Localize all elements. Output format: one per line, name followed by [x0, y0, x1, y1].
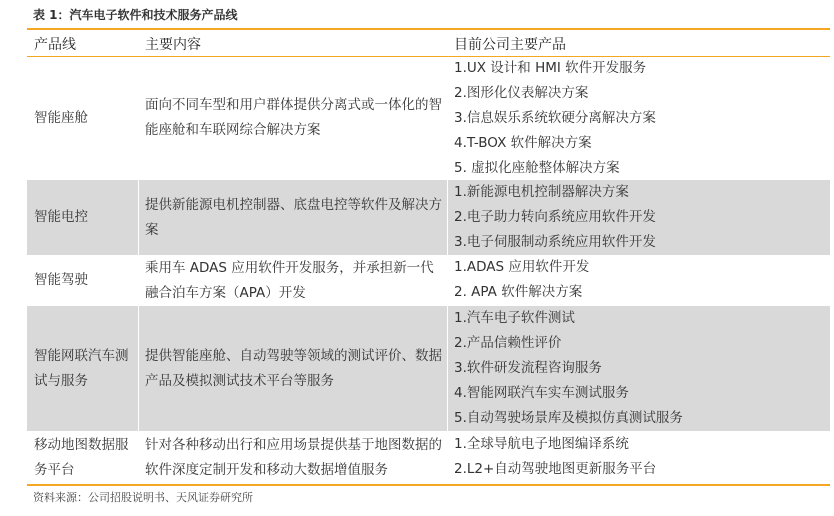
product-item: 2. APA 软件解决方案 [454, 284, 583, 300]
product-item: 2.产品信赖性评价 [454, 335, 562, 351]
product-item: 1.ADAS 应用软件开发 [454, 259, 590, 275]
product-item: 3.信息娱乐系统软硬分离解决方案 [454, 110, 656, 126]
content-cell: 提供智能座舱、自动驾驶等领域的测试评价、数据产品及模拟测试技术平台等服务 [145, 348, 442, 389]
product-line-cell: 智能网联汽车测试与服务 [34, 348, 129, 389]
table-caption: 表 1：汽车电子软件和技术服务产品线 [33, 8, 238, 22]
table-row [27, 432, 830, 484]
table-row [27, 306, 830, 432]
product-item: 2.图形化仪表解决方案 [454, 85, 589, 101]
product-item: 5.自动驾驶场景库及模拟仿真测试服务 [454, 410, 683, 426]
product-line-cell: 智能座舱 [34, 109, 88, 126]
products-cell [454, 56, 830, 181]
product-item: 1.汽车电子软件测试 [454, 310, 575, 326]
source-note: 资料来源：公司招股说明书、天风证券研究所 [33, 491, 253, 504]
column-divider [447, 180, 448, 255]
product-line-cell: 移动地图数据服务平台 [34, 437, 129, 478]
product-item: 1.新能源电机控制器解决方案 [454, 184, 629, 200]
content-cell: 乘用车 ADAS 应用软件开发服务，并承担新一代融合泊车方案（APA）开发 [145, 259, 434, 301]
content-cell: 针对各种移动出行和应用场景提供基于地图数据的软件深度定制开发和移动大数据增值服务 [145, 437, 442, 478]
products-cell [454, 180, 830, 255]
table-row [27, 255, 830, 306]
product-line-cell: 智能驾驶 [34, 272, 88, 288]
table-header [27, 30, 830, 56]
column-divider [447, 306, 448, 432]
product-item: 1.UX 设计和 HMI 软件开发服务 [454, 60, 647, 76]
product-item: 5. 虚拟化座舱整体解决方案 [454, 160, 620, 176]
product-line-cell: 智能电控 [34, 209, 88, 225]
table-row [27, 56, 830, 180]
product-item: 4.智能网联汽车实车测试服务 [454, 385, 629, 401]
product-item: 2.L2+自动驾驶地图更新服务平台 [454, 461, 657, 477]
bottom-rule [27, 484, 830, 486]
header-current-products: 目前公司主要产品 [454, 37, 566, 53]
products-cell [454, 306, 830, 431]
header-main-content: 主要内容 [145, 37, 201, 53]
column-divider [138, 180, 139, 255]
product-item: 3.电子伺服制动系统应用软件开发 [454, 234, 656, 250]
content-cell: 提供新能源电机控制器、底盘电控等软件及解决方案 [145, 196, 442, 238]
product-item: 3.软件研发流程咨询服务 [454, 360, 602, 376]
product-item: 2.电子助力转向系统应用软件开发 [454, 209, 656, 225]
product-item: 4.T-BOX 软件解决方案 [454, 135, 592, 151]
products-cell [454, 255, 830, 305]
product-item: 1.全球导航电子地图编译系统 [454, 436, 629, 452]
header-product-line: 产品线 [34, 37, 76, 53]
table-row [27, 180, 830, 255]
column-divider [138, 306, 139, 432]
content-cell: 面向不同车型和用户群体提供分离式或一体化的智能座舱和车联网综合解决方案 [145, 97, 442, 138]
products-cell [454, 432, 830, 482]
